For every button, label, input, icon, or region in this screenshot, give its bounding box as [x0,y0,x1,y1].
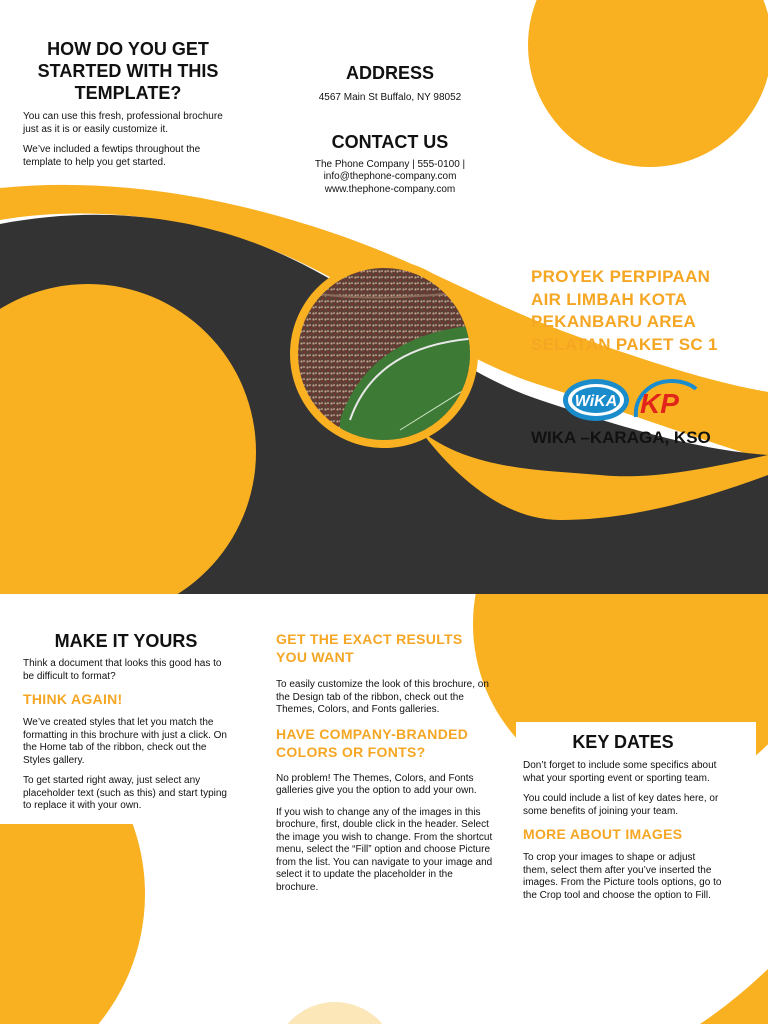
more-about-images-heading: MORE ABOUT IMAGES [523,826,683,842]
contact-website[interactable]: www.thephone-company.com [324,183,456,195]
contact-email[interactable]: info@thephone-company.com [323,171,457,182]
left-panel-title: HOW DO YOU GET STARTED WITH THIS TEMPLATE? [37,39,219,103]
left-panel [20,38,236,169]
pale-circle-bottom [273,1002,397,1024]
key-dates-title: KEY DATES [572,732,674,752]
company-name: WIKA –KARAGA, KSO [531,428,711,447]
company-logos [562,377,702,423]
make-it-yours-para2: To get started right away, just select any placeholder text (such as this) and start typing to replace it with your own. [23,775,227,811]
brochure-page-inside [0,594,768,1024]
make-it-yours-para1: We’ve created styles that let you match the formatting in this brochure with just a click. On the Home tab of the ribbon, check out the Styles gallery. [23,717,227,766]
left-panel-para2: We’ve included a fewtips throughout the template to help you get started. [23,144,201,168]
contact-heading: CONTACT US [331,131,449,152]
address-text: 4567 Main St Buffalo, NY 98052 [318,92,462,103]
svg-text:WiKA: WiKA [574,393,618,410]
project-title-line4: SELATAN PAKET SC 1 [531,334,718,354]
make-it-yours-title: MAKE IT YOURS [54,631,198,651]
change-images-para: If you wish to change any of the images in this brochure, first, double click in the header. Select the image you wish to change. From the shortcut menu, select the “Fill” option and choose Picture from the list. You can navigate to your image and select it to update the placeholder in the brochure. [276,806,493,893]
key-dates-para1: Don’t forget to include some specifics about what your sporting event or sporting team. [523,760,717,784]
address-heading: ADDRESS [345,63,434,83]
key-dates-panel [523,731,723,902]
right-panel [531,266,756,356]
svg-text:KP: KP [640,388,679,419]
exact-results-heading: GET THE EXACT RESULTS YOU WANT [276,631,463,665]
make-it-yours-intro: Think a document that looks this good has to be difficult to format? [23,658,222,682]
exact-results-para: To easily customize the look of this brochure, on the Design tab of the ribbon, check out the Themes, Colors, and Fonts galleries. [276,679,489,715]
make-it-yours-panel [20,630,232,813]
contact-phone: The Phone Company | 555-0100 | [314,158,466,170]
left-panel-para1: You can use this fresh, professional brochure just as it is or easily customize it. [23,111,223,135]
key-dates-para2: You could include a list of key dates here, or some benefits of joining your team. [523,793,719,817]
middle-panel [290,62,490,196]
orange-circle-top-right [528,0,768,167]
project-title-line2: AIR LIMBAH KOTA [531,289,688,309]
project-title-line1: PROYEK PERPIPAAN [531,267,711,286]
branded-colors-heading: HAVE COMPANY-BRANDED COLORS OR FONTS? [276,725,469,760]
orange-corner-bottom-right [700,969,768,1024]
more-about-images-para: To crop your images to shape or adjust them, select them after you’ve inserted the images. From the Picture tools options, go to the Crop tool and choose the option to Fill. [523,852,722,901]
think-again-heading: THINK AGAIN! [23,691,123,707]
kp-logo [632,377,700,423]
exact-results-panel [276,630,496,894]
branded-colors-para: No problem! The Themes, Colors, and Fonts galleries give you the option to add your own. [276,772,477,796]
project-title-line3: PEKANBARU AREA [531,312,697,331]
